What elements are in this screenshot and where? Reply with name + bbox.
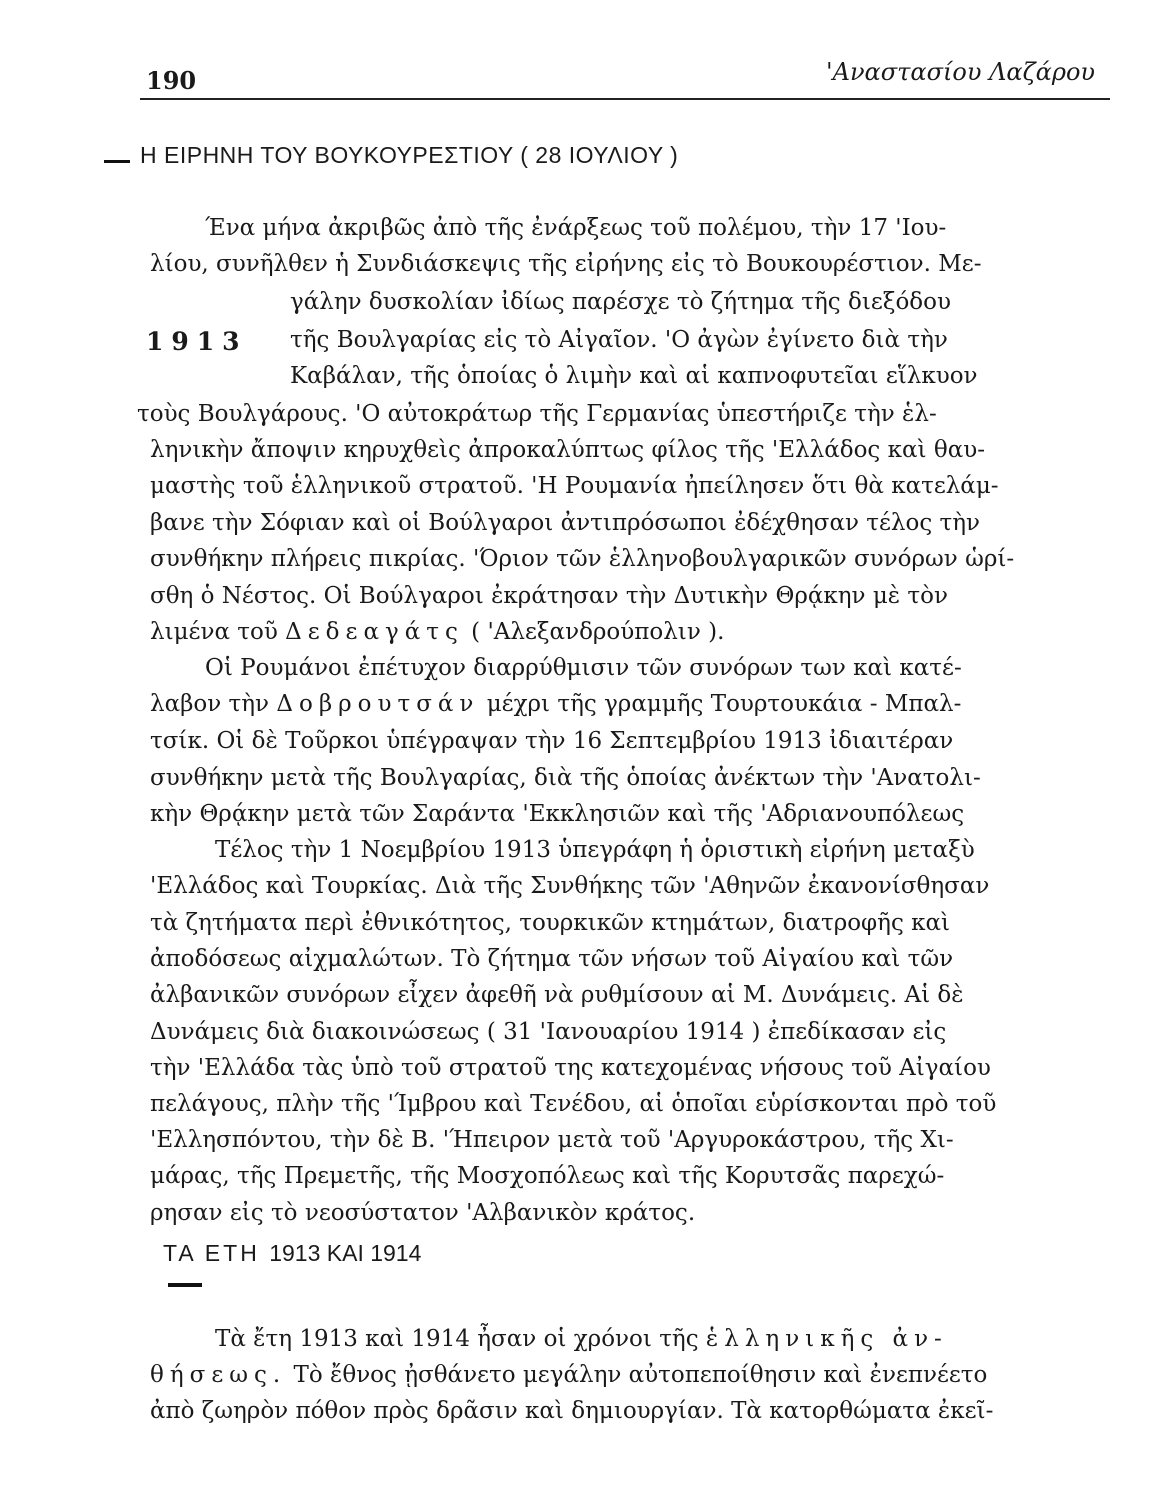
text-line: ἀπὸ ζωηρὸν πόθον πρὸς δρᾶσιν καὶ δημιουργίαν. Τὰ κατορθώματα ἐκεῖ- xyxy=(150,1398,994,1424)
text-line xyxy=(150,619,724,645)
section-dash xyxy=(104,160,130,163)
text-line: μαστὴς τοῦ ἑλληνικοῦ στρατοῦ. 'Η Ρουμανία ἠπείλησεν ὅτι θὰ κατελάμ- xyxy=(150,473,999,499)
running-title: 'Αναστασίου Λαζάρου xyxy=(826,58,1095,86)
section-dash xyxy=(168,1283,202,1287)
text-fragment: λιμένα τοῦ xyxy=(150,619,278,645)
text-fragment: ( 'Αλεξανδρούπολιν ). xyxy=(471,619,725,645)
margin-year: 1913 xyxy=(146,327,248,356)
text-line: λίου, συνῆλθεν ἡ Συνδιάσκεψις τῆς εἰρήνης εἰς τὸ Βουκουρέστιον. Με- xyxy=(150,251,982,277)
header-rule xyxy=(140,98,1110,100)
heading-years: 1913 ΚΑΙ 1914 xyxy=(269,1240,422,1266)
text-fragment: λαβον τὴν xyxy=(150,691,270,717)
spaced-phrase: ἑλληνικῆς ἀν- xyxy=(705,1326,948,1352)
text-line: γάλην δυσκολίαν ἰδίως παρέσχε τὸ ζήτημα τῆς διεξόδου xyxy=(290,289,951,315)
text-line: τοὺς Βουλγάρους. 'Ο αὐτοκράτωρ τῆς Γερμανίας ὑπεστήριζε τὴν ἑλ- xyxy=(137,401,937,427)
text-line: Τέλος τὴν 1 Νοεμβρίου 1913 ὑπεγράφη ἡ ὁριστικὴ εἰρήνη μεταξὺ xyxy=(215,837,975,863)
text-line: συνθήκην πλήρεις πικρίας. 'Όριον τῶν ἑλληνοβουλγαρικῶν συνόρων ὡρί- xyxy=(150,546,1015,572)
text-line: 'Ελλάδος καὶ Τουρκίας. Διὰ τῆς Συνθήκης τῶν 'Αθηνῶν ἐκανονίσθησαν xyxy=(150,873,990,899)
heading-caps: ΤΑ ΕΤΗ xyxy=(163,1240,260,1266)
text-line: ἀλβανικῶν συνόρων εἶχεν ἀφεθῆ νὰ ρυθμίσουν αἱ Μ. Δυνάμεις. Αἱ δὲ xyxy=(150,982,964,1008)
text-line: 'Ελλησπόντου, τὴν δὲ Β. 'Ήπειρον μετὰ τοῦ 'Αργυροκάστρου, τῆς Χι- xyxy=(150,1127,954,1153)
text-line: τὰ ζητήματα περὶ ἐθνικότητος, τουρκικῶν κτημάτων, διατροφῆς καὶ xyxy=(150,910,951,936)
text-fragment: Τὰ ἔτη 1913 καὶ 1914 ἦσαν οἱ χρόνοι τῆς xyxy=(215,1326,699,1352)
text-line: Δυνάμεις διὰ διακοινώσεως ( 31 'Ιανουαρίου 1914 ) ἐπεδίκασαν εἰς xyxy=(150,1019,947,1045)
text-line: τσίκ. Οἱ δὲ Τοῦρκοι ὑπέγραψαν τὴν 16 Σεπτεμβρίου 1913 ἰδιαιτέραν xyxy=(150,728,954,754)
text-line: ληνικὴν ἄποψιν κηρυχθεὶς ἀπροκαλύπτως φίλος τῆς 'Ελλάδος καὶ θαυ- xyxy=(150,437,985,463)
section-heading-years xyxy=(163,1240,421,1267)
text-line: ἀποδόσεως αἰχμαλώτων. Τὸ ζήτημα τῶν νήσων τοῦ Αἰγαίου καὶ τῶν xyxy=(150,946,954,972)
text-line xyxy=(150,691,961,717)
spaced-name-dobroutsan: Δοβρουτσάν xyxy=(276,691,480,717)
text-line: τῆς Βουλγαρίας εἰς τὸ Αἰγαῖον. 'Ο ἀγὼν ἐγίνετο διὰ τὴν xyxy=(290,327,948,353)
text-line: σθη ὁ Νέστος. Οἱ Βούλγαροι ἐκράτησαν τὴν Δυτικὴν Θρᾴκην μὲ τὸν xyxy=(150,583,948,609)
text-line: κὴν Θρᾴκην μετὰ τῶν Σαράντα 'Εκκλησιῶν καὶ τῆς 'Αδριανουπόλεως xyxy=(150,801,965,827)
section-heading-peace: Η ΕΙΡΗΝΗ ΤΟΥ ΒΟΥΚΟΥΡΕΣΤΙΟΥ ( 28 ΙΟΥΛΙΟΥ ) xyxy=(140,142,679,168)
text-line: ρησαν εἰς τὸ νεοσύστατον 'Αλβανικὸν κράτος. xyxy=(150,1200,696,1226)
text-line: Καβάλαν, τῆς ὁποίας ὁ λιμὴν καὶ αἱ καπνοφυτεῖαι εἵλκυον xyxy=(290,363,978,389)
page-number: 190 xyxy=(146,66,197,95)
text-line xyxy=(215,1326,948,1352)
text-line: βανε τὴν Σόφιαν καὶ οἱ Βούλγαροι ἀντιπρόσωποι ἐδέχθησαν τέλος τὴν xyxy=(150,510,981,536)
text-fragment: μέχρι τῆς γραμμῆς Τουρτουκάια - Μπαλ- xyxy=(486,691,962,717)
text-line: συνθήκην μετὰ τῆς Βουλγαρίας, διὰ τῆς ὁποίας ἀνέκτων τὴν 'Ανατολι- xyxy=(150,765,981,791)
text-fragment: Τὸ ἔθνος ᾐσθάνετο μεγάλην αὐτοπεποίθησιν καὶ ἐνεπνέετο xyxy=(293,1362,988,1388)
spaced-phrase: θήσεως. xyxy=(150,1362,287,1388)
text-line: μάρας, τῆς Πρεμετῆς, τῆς Μοσχοπόλεως καὶ τῆς Κορυτσᾶς παρεχώ- xyxy=(150,1163,945,1189)
spaced-name-dedeagats: Δεδεαγάτς xyxy=(285,619,464,645)
text-line: πελάγους, πλὴν τῆς 'Ίμβρου καὶ Τενέδου, αἱ ὁποῖαι εὑρίσκονται πρὸ τοῦ xyxy=(150,1091,997,1117)
text-line: τὴν 'Ελλάδα τὰς ὑπὸ τοῦ στρατοῦ της κατεχομένας νήσους τοῦ Αἰγαίου xyxy=(150,1055,991,1081)
text-line xyxy=(150,1362,987,1388)
text-line: Οἱ Ρουμάνοι ἐπέτυχον διαρρύθμισιν τῶν συνόρων των καὶ κατέ- xyxy=(205,655,962,681)
text-line: Ένα μήνα ἀκριβῶς ἀπὸ τῆς ἐνάρξεως τοῦ πολέμου, τὴν 17 'Ιου- xyxy=(205,215,947,241)
